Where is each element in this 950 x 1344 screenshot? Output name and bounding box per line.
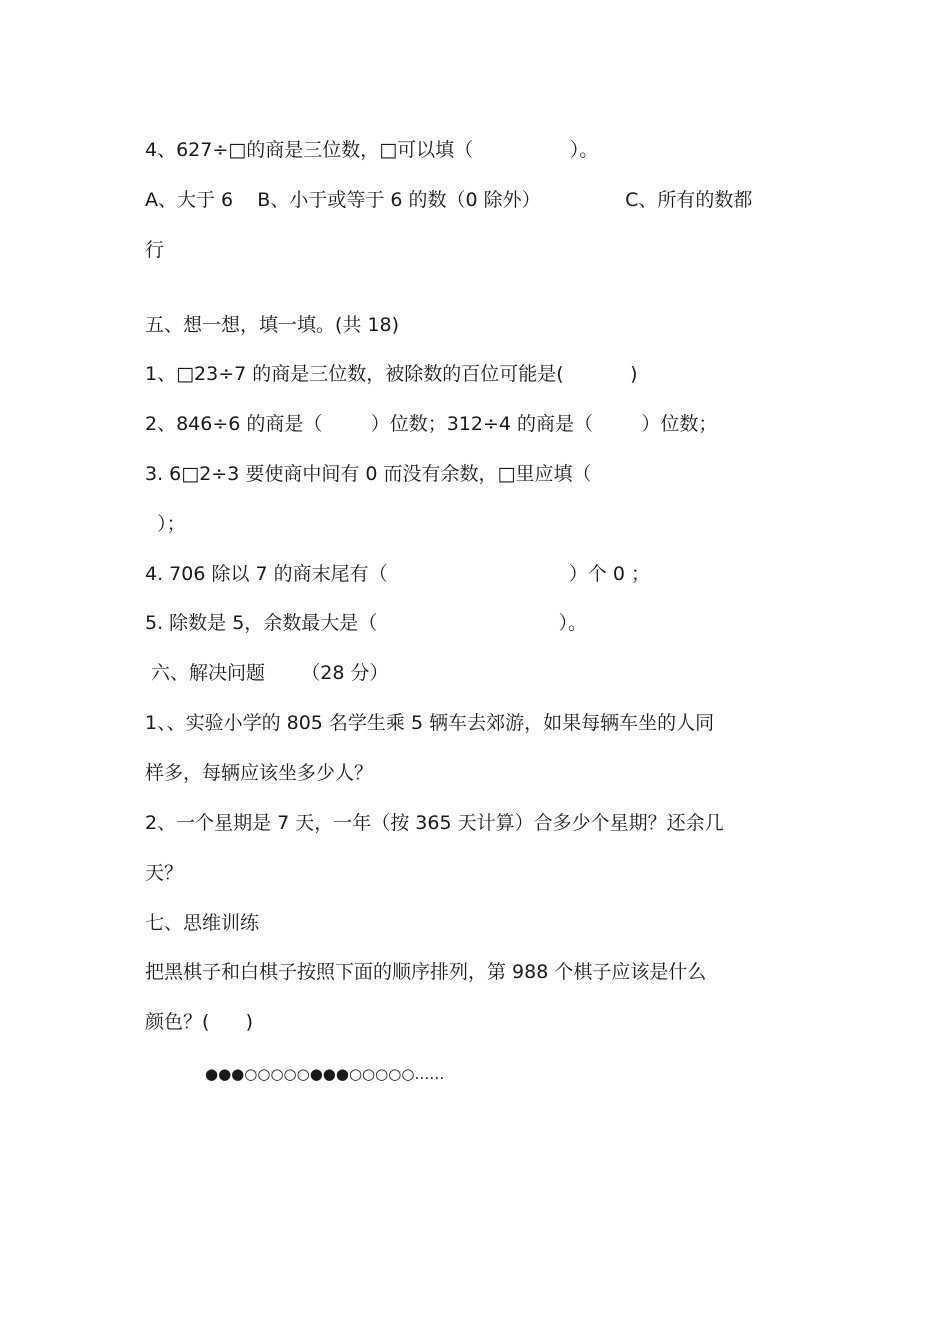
question-4-stem: 4、627÷□的商是三位数，□可以填（ ）。 xyxy=(145,139,599,161)
chess-piece-pattern: ●●●○○○○○●●●○○○○○…… xyxy=(205,1065,445,1083)
question-4-options: A、大于 6 B、小于或等于 6 的数（0 除外） C、所有的数都 xyxy=(145,189,753,211)
section-6-title: 六、解决问题 （28 分） xyxy=(145,662,389,684)
section-7-question-wrap: 颜色？( ) xyxy=(145,1011,254,1033)
section-6-item-2: 2、一个星期是 7 天，一年（按 365 天计算）合多少个星期？还余几 xyxy=(145,812,724,834)
section-6-item-1: 1、、实验小学的 805 名学生乘 5 辆车去郊游，如果每辆车坐的人同 xyxy=(145,712,715,734)
section-5-item-5: 5. 除数是 5，余数最大是（ ）。 xyxy=(145,612,587,634)
question-4-options-wrap: 行 xyxy=(145,239,165,261)
section-6-item-2-wrap: 天？ xyxy=(145,862,184,884)
section-5-title: 五、想一想，填一填。(共 18) xyxy=(145,314,400,336)
section-5-item-3: 3. 6□2÷3 要使商中间有 0 而没有余数，□里应填（ xyxy=(145,463,592,485)
section-5-item-3-wrap: ）； xyxy=(145,513,186,535)
section-5-item-2: 2、846÷6 的商是（ ）位数；312÷4 的商是（ ）位数； xyxy=(145,413,718,435)
section-7-question: 把黑棋子和白棋子按照下面的顺序排列，第 988 个棋子应该是什么 xyxy=(145,961,707,983)
section-5-item-1: 1、□23÷7 的商是三位数，被除数的百位可能是( ) xyxy=(145,363,638,385)
section-7-title: 七、思维训练 xyxy=(145,912,260,934)
section-6-item-1-wrap: 样多，每辆应该坐多少人？ xyxy=(145,762,374,784)
section-5-item-4: 4. 706 除以 7 的商末尾有（ ）个 0 ； xyxy=(145,563,650,585)
